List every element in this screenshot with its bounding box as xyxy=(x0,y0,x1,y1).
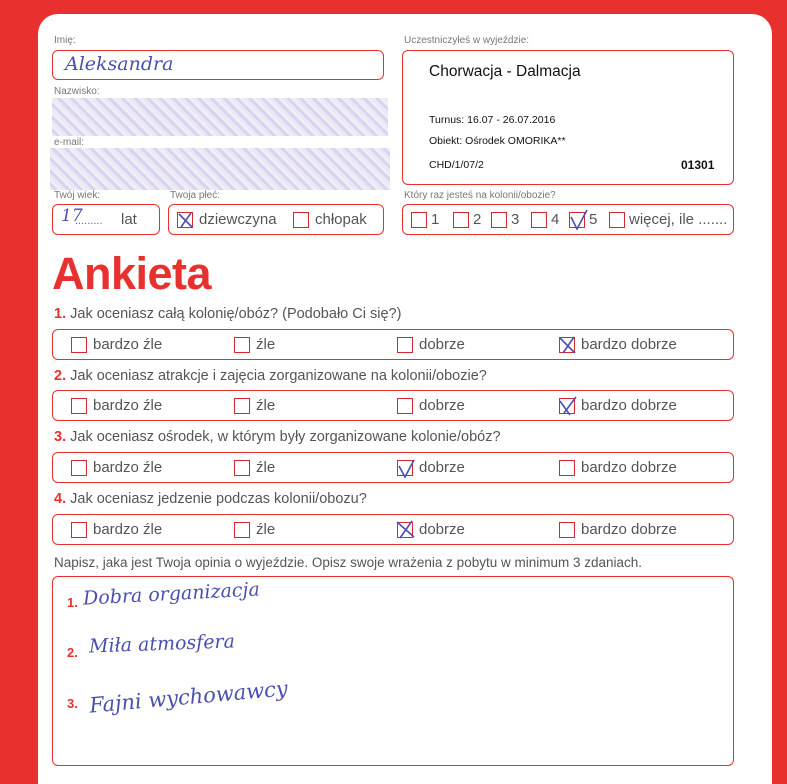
question-3 xyxy=(54,429,501,445)
times-option-2[interactable] xyxy=(453,211,481,228)
q1-good-label: dobrze xyxy=(419,336,465,353)
q4-very-bad-checkbox[interactable] xyxy=(71,522,87,538)
check-mark-icon xyxy=(558,395,578,417)
age-dots: ......... xyxy=(75,215,103,227)
q1-option-very-good[interactable] xyxy=(559,336,677,353)
times-option-4[interactable] xyxy=(531,211,559,228)
times-1-checkbox[interactable] xyxy=(411,212,427,228)
q4-bad-label: źle xyxy=(256,521,276,538)
times-option-3[interactable] xyxy=(491,211,519,228)
age-field[interactable] xyxy=(52,204,160,235)
check-mark-icon xyxy=(568,209,588,231)
age-label: Twój wiek: xyxy=(54,190,101,201)
q3-very-bad-checkbox[interactable] xyxy=(71,460,87,476)
gender-boy-label: chłopak xyxy=(315,211,367,228)
q2-very-good-checkbox[interactable] xyxy=(559,398,575,414)
q3-good-checkbox[interactable] xyxy=(397,460,413,476)
q3-good-label: dobrze xyxy=(419,459,465,476)
times-4-label: 4 xyxy=(551,211,560,228)
q4-very-bad-label: bardzo źle xyxy=(93,521,163,538)
q1-very-good-checkbox[interactable] xyxy=(559,337,575,353)
name-label: Imię: xyxy=(54,35,76,46)
email-label: e-mail: xyxy=(54,137,85,148)
q3-option-bad[interactable] xyxy=(234,459,275,476)
surname-redacted xyxy=(52,98,388,136)
times-2-checkbox[interactable] xyxy=(453,212,469,228)
q4-good-checkbox[interactable] xyxy=(397,522,413,538)
question-4 xyxy=(54,491,367,507)
surname-label: Nazwisko: xyxy=(54,86,100,97)
age-value: 17 xyxy=(61,206,83,226)
question-4-answers xyxy=(52,514,734,545)
question-1-number: 1. xyxy=(54,306,67,322)
times-more-checkbox[interactable] xyxy=(609,212,625,228)
opinion-line-2-number: 2. xyxy=(67,645,78,660)
q1-good-checkbox[interactable] xyxy=(397,337,413,353)
q2-option-bad[interactable] xyxy=(234,397,275,414)
q3-option-good[interactable] xyxy=(397,459,465,476)
q3-option-very-bad[interactable] xyxy=(71,459,162,476)
trip-turnus: Turnus: 16.07 - 26.07.2016 xyxy=(429,114,556,126)
q2-option-very-bad[interactable] xyxy=(71,397,162,414)
q1-option-bad[interactable] xyxy=(234,336,275,353)
times-option-5[interactable] xyxy=(569,211,597,228)
times-5-label: 5 xyxy=(589,211,598,228)
times-option-more[interactable] xyxy=(609,211,727,228)
q2-good-checkbox[interactable] xyxy=(397,398,413,414)
q4-very-good-checkbox[interactable] xyxy=(559,522,575,538)
q1-bad-label: źle xyxy=(256,336,276,353)
q4-bad-checkbox[interactable] xyxy=(234,522,250,538)
trip-number: 01301 xyxy=(681,158,715,172)
question-4-number: 4. xyxy=(54,491,67,507)
age-unit: lat xyxy=(121,211,137,228)
q3-bad-label: źle xyxy=(256,459,276,476)
q2-very-good-label: bardzo dobrze xyxy=(581,397,677,414)
trip-box xyxy=(402,50,734,185)
email-redacted xyxy=(50,148,390,190)
question-3-number: 3. xyxy=(54,429,67,445)
opinion-line-2-text: Miła atmosfera xyxy=(88,630,236,658)
gender-field xyxy=(168,204,384,235)
q3-bad-checkbox[interactable] xyxy=(234,460,250,476)
q4-very-good-label: bardzo dobrze xyxy=(581,521,677,538)
opinion-line-3-text: Fajni wychowawcy xyxy=(88,676,289,718)
q2-bad-checkbox[interactable] xyxy=(234,398,250,414)
question-2-answers xyxy=(52,390,734,421)
check-mark-icon xyxy=(396,519,416,541)
opinion-textarea[interactable] xyxy=(52,576,734,766)
question-1 xyxy=(54,306,401,322)
gender-boy-checkbox[interactable] xyxy=(293,212,309,228)
opinion-line-1-text: Dobra organizacja xyxy=(82,578,261,610)
name-value: Aleksandra xyxy=(65,53,174,75)
q4-option-bad[interactable] xyxy=(234,521,275,538)
times-1-label: 1 xyxy=(431,211,440,228)
check-mark-icon xyxy=(176,209,196,231)
q4-good-label: dobrze xyxy=(419,521,465,538)
trip-title: Chorwacja - Dalmacja xyxy=(429,63,581,80)
q3-very-good-checkbox[interactable] xyxy=(559,460,575,476)
opinion-line-1-number: 1. xyxy=(67,595,78,610)
gender-label: Twoja płeć: xyxy=(170,190,221,201)
times-5-checkbox[interactable] xyxy=(569,212,585,228)
times-4-checkbox[interactable] xyxy=(531,212,547,228)
question-4-text: Jak oceniasz jedzenie podczas kolonii/obozu? xyxy=(70,491,367,507)
gender-option-girl[interactable] xyxy=(177,211,277,228)
name-field[interactable] xyxy=(52,50,384,80)
q3-very-good-label: bardzo dobrze xyxy=(581,459,677,476)
q1-very-good-label: bardzo dobrze xyxy=(581,336,677,353)
question-3-answers xyxy=(52,452,734,483)
q1-option-good[interactable] xyxy=(397,336,465,353)
q3-very-bad-label: bardzo źle xyxy=(93,459,163,476)
check-mark-icon xyxy=(396,457,416,479)
q2-bad-label: źle xyxy=(256,397,276,414)
question-2-text: Jak oceniasz atrakcje i zajęcia zorganizowane na kolonii/obozie? xyxy=(70,368,487,384)
question-3-text: Jak oceniasz ośrodek, w którym były zorganizowane kolonie/obóz? xyxy=(70,429,501,445)
trip-object: Obiekt: Ośrodek OMORIKA** xyxy=(429,135,566,147)
times-3-label: 3 xyxy=(511,211,520,228)
times-3-checkbox[interactable] xyxy=(491,212,507,228)
q4-option-good[interactable] xyxy=(397,521,465,538)
q2-very-bad-label: bardzo źle xyxy=(93,397,163,414)
question-1-answers xyxy=(52,329,734,360)
q2-good-label: dobrze xyxy=(419,397,465,414)
times-label: Który raz jesteś na kolonii/obozie? xyxy=(404,190,556,201)
opinion-line-3-number: 3. xyxy=(67,696,78,711)
question-2 xyxy=(54,368,487,384)
q1-option-very-bad[interactable] xyxy=(71,336,162,353)
question-2-number: 2. xyxy=(54,368,67,384)
q2-option-good[interactable] xyxy=(397,397,465,414)
times-more-label: więcej, ile ....... xyxy=(629,211,728,228)
trip-code: CHD/1/07/2 xyxy=(429,159,484,171)
check-mark-icon xyxy=(558,334,578,356)
q1-very-bad-checkbox[interactable] xyxy=(71,337,87,353)
q2-very-bad-checkbox[interactable] xyxy=(71,398,87,414)
q4-option-very-bad[interactable] xyxy=(71,521,162,538)
question-1-text: Jak oceniasz całą kolonię/obóz? (Podobało Ci się?) xyxy=(70,306,402,322)
gender-option-boy[interactable] xyxy=(293,211,367,228)
times-2-label: 2 xyxy=(473,211,482,228)
times-field xyxy=(402,204,734,235)
q2-option-very-good[interactable] xyxy=(559,397,677,414)
q1-very-bad-label: bardzo źle xyxy=(93,336,163,353)
q1-bad-checkbox[interactable] xyxy=(234,337,250,353)
trip-label: Uczestniczyłeś w wyjeździe: xyxy=(404,35,530,46)
gender-girl-checkbox[interactable] xyxy=(177,212,193,228)
q4-option-very-good[interactable] xyxy=(559,521,677,538)
gender-girl-label: dziewczyna xyxy=(199,211,277,228)
opinion-prompt: Napisz, jaka jest Twoja opinia o wyjeździe. Opisz swoje wrażenia z pobytu w minimum 3 zdaniach. xyxy=(54,555,643,570)
times-option-1[interactable] xyxy=(411,211,439,228)
survey-title: Ankieta xyxy=(52,248,212,299)
q3-option-very-good[interactable] xyxy=(559,459,677,476)
